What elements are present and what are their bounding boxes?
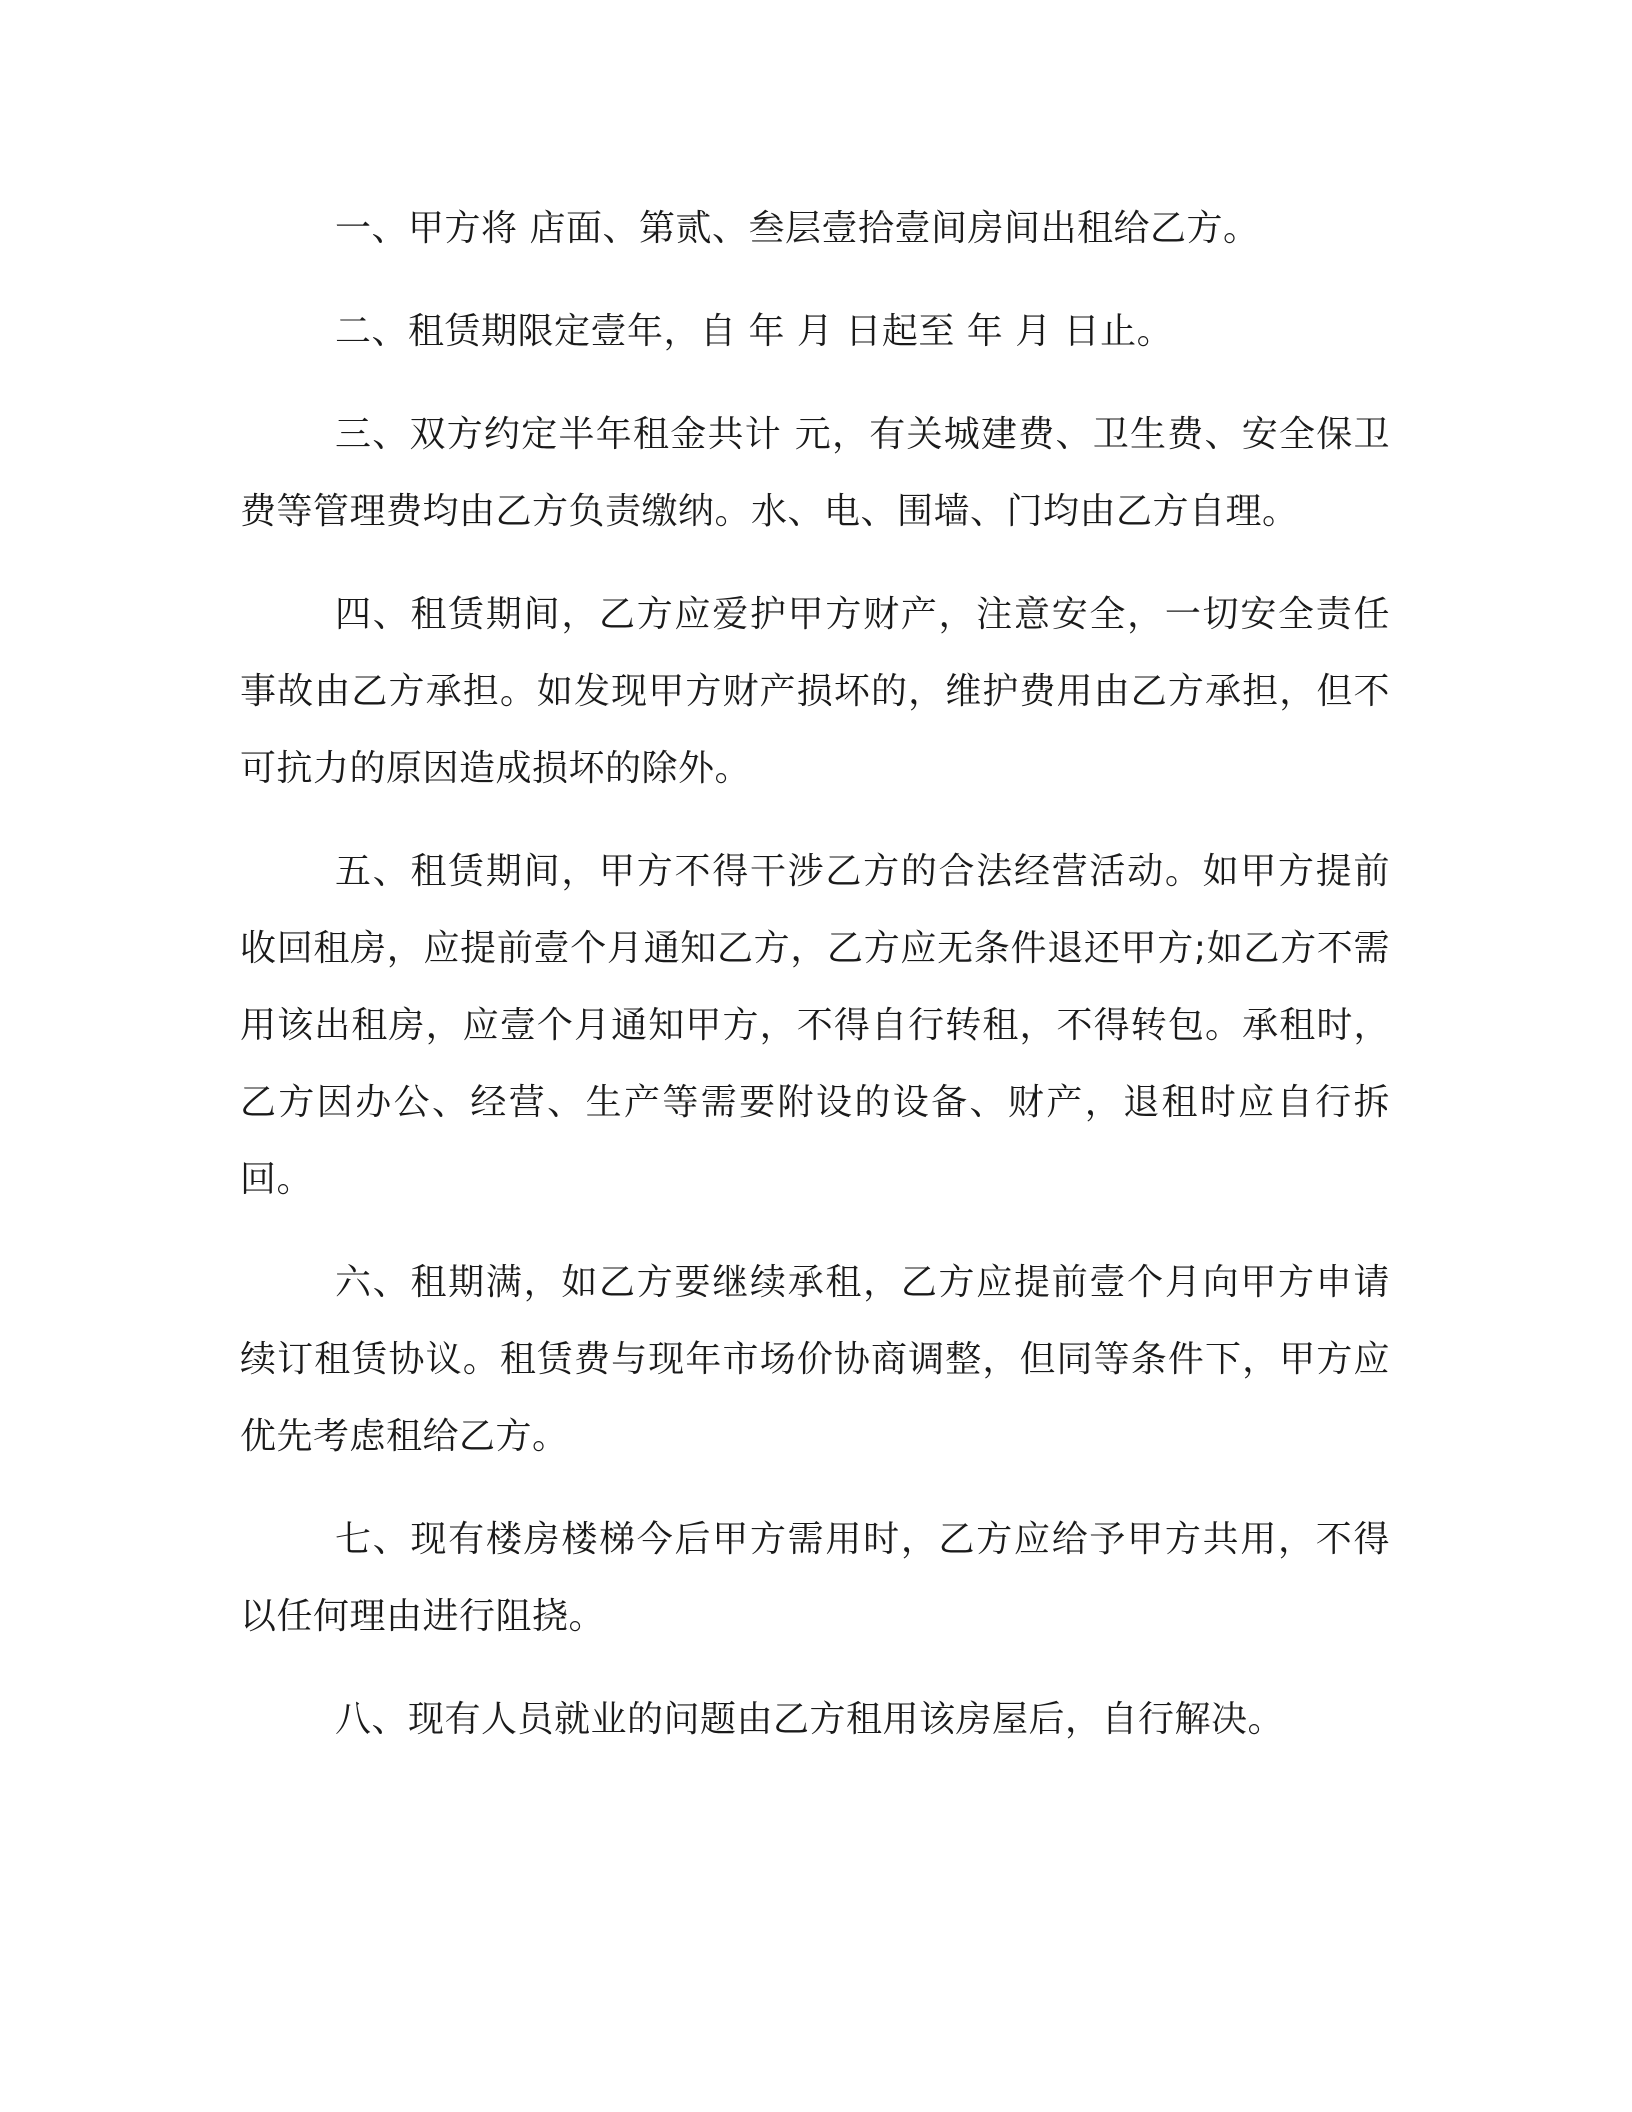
clause-1: 一、甲方将 店面、第贰、叁层壹拾壹间房间出租给乙方。 — [335, 208, 1260, 249]
clause-3: 三、双方约定半年租金共计 元，有关城建费、卫生费、安全保卫费等管理费均由乙方负责缴纳。水、电、围墙、门均由乙方自理。 — [240, 414, 1390, 532]
clause-5: 五、租赁期间，甲方不得干涉乙方的合法经营活动。如甲方提前收回租房，应提前壹个月通知乙方，乙方应无条件退还甲方;如乙方不需用该出租房，应壹个月通知甲方，不得自行转租，不得转包。承租时，乙方因办公、经营、生产等需要附设的设备、财产，退租时应自行拆回。 — [240, 851, 1390, 1200]
clause-6: 六、租期满，如乙方要继续承租，乙方应提前壹个月向甲方申请续订租赁协议。租赁费与现年市场价协商调整，但同等条件下，甲方应优先考虑租给乙方。 — [240, 1262, 1390, 1457]
clause-2: 二、租赁期限定壹年，自 年 月 日起至 年 月 日止。 — [335, 311, 1174, 352]
document-body — [240, 190, 1390, 1784]
clause-8: 八、现有人员就业的问题由乙方租用该房屋后，自行解决。 — [335, 1699, 1285, 1740]
clause-4: 四、租赁期间，乙方应爱护甲方财产，注意安全，一切安全责任事故由乙方承担。如发现甲方财产损坏的，维护费用由乙方承担，但不可抗力的原因造成损坏的除外。 — [240, 594, 1390, 789]
clause-7: 七、现有楼房楼梯今后甲方需用时，乙方应给予甲方共用，不得以任何理由进行阻挠。 — [240, 1519, 1390, 1637]
